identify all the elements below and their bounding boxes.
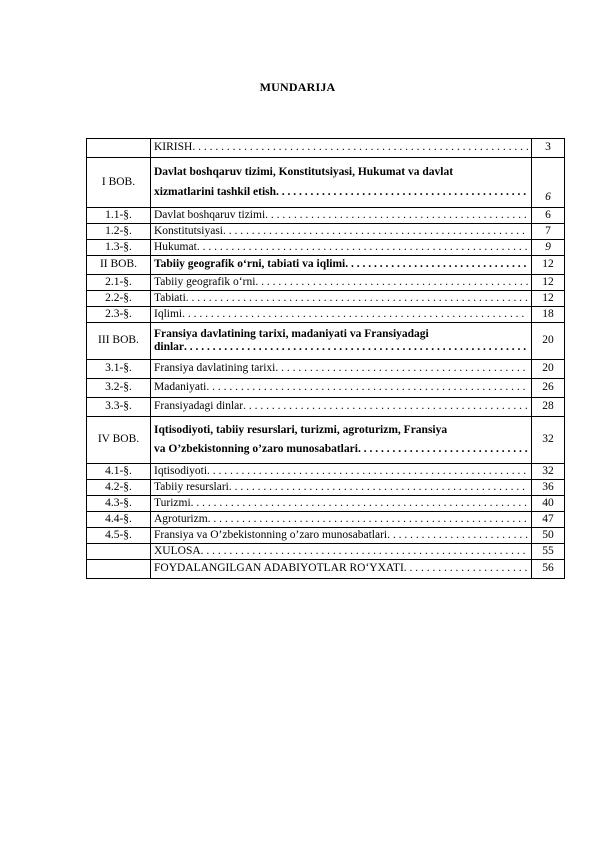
toc-page: 56 bbox=[532, 560, 565, 579]
toc-page: 36 bbox=[532, 480, 565, 496]
toc-number: 2.3-§. bbox=[87, 307, 151, 323]
toc-page: 55 bbox=[532, 544, 565, 560]
toc-row bbox=[87, 398, 565, 417]
toc-entry-title-line2: dinlar bbox=[154, 341, 185, 353]
toc-row bbox=[87, 240, 565, 256]
toc-number bbox=[87, 139, 151, 158]
toc-row bbox=[87, 528, 565, 544]
toc-page: 12 bbox=[532, 275, 565, 291]
toc-number: 4.5-§. bbox=[87, 528, 151, 544]
toc-row bbox=[87, 417, 565, 464]
toc-row bbox=[87, 139, 565, 158]
toc-page: 28 bbox=[532, 398, 565, 417]
toc-row bbox=[87, 544, 565, 560]
toc-entry-title: Iqtisodiyoti bbox=[154, 464, 208, 477]
toc-page: 32 bbox=[532, 464, 565, 480]
toc-number: III BOB. bbox=[87, 323, 151, 360]
toc-number: 4.3-§. bbox=[87, 496, 151, 512]
toc-number bbox=[87, 544, 151, 560]
toc-table bbox=[86, 138, 565, 579]
toc-number: 4.4-§. bbox=[87, 512, 151, 528]
toc-entry-title: Tabiiy geografik o‘rni, tabiati va iqlimi bbox=[154, 258, 346, 271]
toc-number: 1.3-§. bbox=[87, 240, 151, 256]
toc-number: 3.1-§. bbox=[87, 360, 151, 379]
toc-row bbox=[87, 480, 565, 496]
toc-page: 18 bbox=[532, 307, 565, 323]
toc-number: IV BOB. bbox=[87, 417, 151, 464]
toc-number: 2.2-§. bbox=[87, 291, 151, 307]
toc-row bbox=[87, 291, 565, 307]
toc-row bbox=[87, 323, 565, 360]
toc-row bbox=[87, 208, 565, 224]
toc-entry-title-line1: Iqtisodiyoti, tabiiy resurslari, turizmi, agroturizm, Fransiya bbox=[154, 423, 448, 436]
toc-entry-title: Iqlimi bbox=[154, 307, 183, 320]
toc-row bbox=[87, 560, 565, 579]
toc-number: 4.1-§. bbox=[87, 464, 151, 480]
toc-entry-title: Tabiiy resurslari bbox=[154, 480, 229, 493]
toc-row bbox=[87, 158, 565, 208]
toc-entry-title: FOYDALANGILGAN ADABIYOTLAR RO‘YXATI bbox=[154, 562, 404, 575]
toc-entry-title: XULOSA bbox=[154, 544, 201, 557]
toc-entry-title-line2: va O’zbekistonning o’zaro munosabatlari bbox=[154, 443, 358, 455]
toc-row bbox=[87, 256, 565, 275]
toc-page: 26 bbox=[532, 379, 565, 398]
toc-number: II BOB. bbox=[87, 256, 151, 275]
toc-page: 40 bbox=[532, 496, 565, 512]
toc-page: 12 bbox=[532, 256, 565, 275]
toc-number: 2.1-§. bbox=[87, 275, 151, 291]
toc-page: 20 bbox=[532, 360, 565, 379]
toc-entry-title: Davlat boshqaruv tizimi bbox=[154, 208, 266, 221]
toc-entry-title: Hukumat bbox=[154, 240, 197, 253]
toc-row bbox=[87, 224, 565, 240]
toc-page: 7 bbox=[532, 224, 565, 240]
toc-number: 3.3-§. bbox=[87, 398, 151, 417]
toc-row bbox=[87, 360, 565, 379]
toc-page: 32 bbox=[532, 417, 565, 464]
toc-entry-title: Agroturizm bbox=[154, 512, 208, 525]
toc-entry-title: Fransiya va O’zbekistonning o’zaro munosabatlari bbox=[154, 528, 388, 541]
toc-entry-title: Fransiya davlatining tarixi bbox=[154, 362, 276, 375]
toc-entry-title: Turizmi bbox=[154, 496, 191, 509]
toc-page: 6 bbox=[532, 158, 565, 208]
toc-row bbox=[87, 496, 565, 512]
toc-page: 50 bbox=[532, 528, 565, 544]
toc-page: 6 bbox=[532, 208, 565, 224]
toc-entry-title-line2: xizmatlarini tashkil etish bbox=[154, 185, 277, 198]
toc-entry-title: Tabiiy geografik o‘rni bbox=[154, 275, 256, 288]
toc-row bbox=[87, 379, 565, 398]
toc-page: 9 bbox=[532, 240, 565, 256]
toc-row bbox=[87, 307, 565, 323]
toc-entry-title: Tabiati bbox=[154, 291, 186, 304]
toc-entry-title-line1: Davlat boshqaruv tizimi, Konstitutsiyasi, Hukumat va davlat bbox=[154, 166, 454, 179]
toc-number: 4.2-§. bbox=[87, 480, 151, 496]
toc-number: 1.1-§. bbox=[87, 208, 151, 224]
toc-number: I BOB. bbox=[87, 158, 151, 208]
toc-number: 1.2-§. bbox=[87, 224, 151, 240]
toc-entry-title: Madaniyati bbox=[154, 381, 207, 394]
toc-number bbox=[87, 560, 151, 579]
toc-entry-title: Konstitutsiyasi bbox=[154, 224, 224, 237]
toc-entry-title: KIRISH bbox=[154, 141, 193, 154]
toc-row bbox=[87, 464, 565, 480]
toc-number: 3.2-§. bbox=[87, 379, 151, 398]
toc-row bbox=[87, 275, 565, 291]
toc-page: 47 bbox=[532, 512, 565, 528]
toc-page: 20 bbox=[532, 323, 565, 360]
toc-page: 3 bbox=[532, 139, 565, 158]
toc-entry-title-line1: Fransiya davlatining tarixi, madaniyati va Fransiyadagi bbox=[154, 327, 429, 340]
toc-row bbox=[87, 512, 565, 528]
toc-entry-title: Fransiyadagi dinlar bbox=[154, 400, 244, 413]
toc-page: 12 bbox=[532, 291, 565, 307]
page-title: MUNDARIJA bbox=[259, 80, 336, 94]
